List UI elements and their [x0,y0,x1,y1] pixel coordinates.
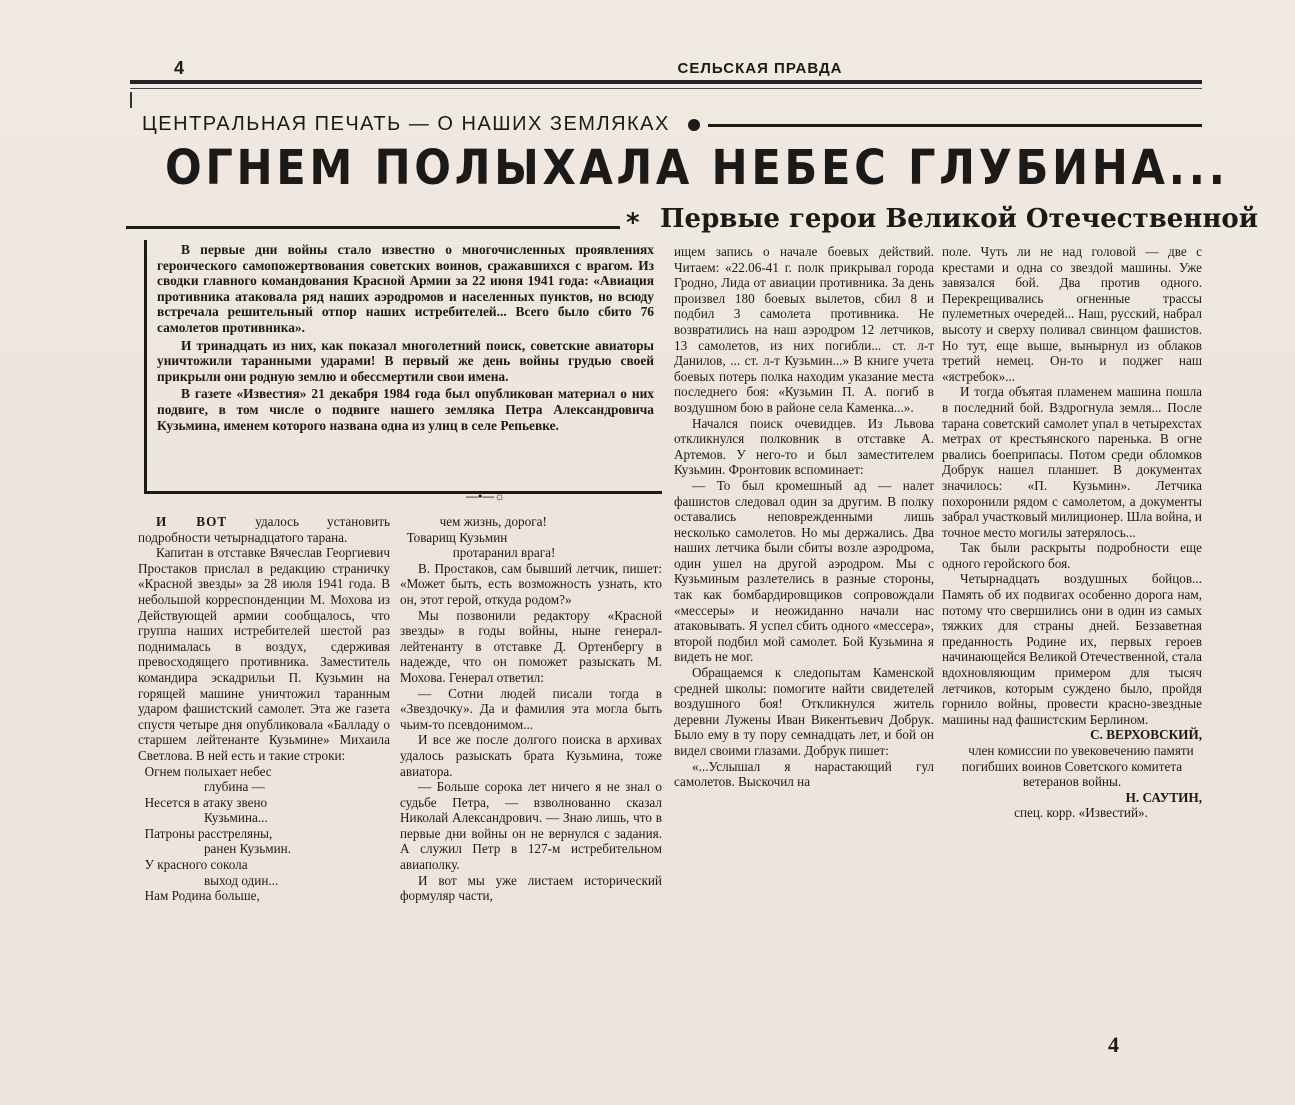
paragraph: Капитан в отставке Вячеслав Георгиевич Простаков прислал в редакцию страничку «Красной звезды» за 28 июля 1941 года. В небольшой корреспонденции М. Мохова из Действующей армии сообщалось, что группа наших истребителей шестой раз поднималась в воздух, сдерживая превосходящего противника. Заместитель командира эскадрильи П. Кузьмин на горящей машине уничтожил таранным ударом фашистский самолет. Эта же газета спустя четыре дня опубликовала «Балладу о старшем лейтенанте Кузьмине» Михаила Светлова. В ней есть и такие строки: [138,545,390,763]
paragraph: ищем запись о начале боевых действий. Читаем: «22.06-41 г. полк прикрывал города Гродно, Лида от авиации противника. За день произвел 180 боевых вылетов, сбил 8 и подбил 3 самолета противника. Не возвратились на наш аэродром 12 летчиков, 13 самолетов, из них погибли... ст. л-т Данилов, ... ст. л-т Кузьмин...» В книге учета боевых потерь полка находим указание места последнего боя: «Кузьмин П. А. погиб в воздушном бою в районе села Каменка...». [674,244,934,415]
rubric: ЦЕНТРАЛЬНАЯ ПЕЧАТЬ — О НАШИХ ЗЕМЛЯКАХ [142,113,670,135]
article-column-2 [400,514,662,1009]
paragraph: В. Простаков, сам бывший летчик, пишет: «Может быть, есть возможность узнать, кто он, этот герой, откуда родом?» [400,560,662,607]
poem-excerpt: Огнем полыхает небес глубина — Несется в атаку звено Кузьмина... Патроны расстреляны, ранен Кузьмин. У красного сокола выход один... Нам Родина больше, [144,763,292,904]
paragraph: поле. Чуть ли не над головой — две с крестами и одна со звездой машины. Уже завязался бой. Два против одного. Перекрещивались огненные трассы пулеметных очередей... Наш, русский, набрал высоту и сверху поливал свинцом фашистов. Но тут, еще выше, вынырнул из облаков третий немец. Он-то и поджег наш «ястребок»... [942,244,1202,384]
paragraph: Мы позвонили редактору «Красной звезды» в годы войны, ныне генерал-лейтенанту в отставке Д. Ортенбергу в надежде, что он поможет разыскать М. Мохова. Генерал ответил: [400,607,662,685]
corner-mark: 4 [1108,1032,1119,1057]
paragraph: — Сотни людей писали тогда в «Звездочку». Да и фамилия эта могла быть чьим-то псевдонимом... [400,685,662,732]
subheadline: Первые герои Великой Отечественной [660,204,1259,234]
subheadline-rule [126,226,620,229]
ornament: —•—☼ [466,489,506,503]
paragraph: Четырнадцать воздушных бойцов... Память об их подвигах особенно дорога нам, потому что свершились они в один из самых тяжких для страны дней. Беззаветная преданность Родине их, первых героев начинающейся Великой Отечественной, стала вдохновляющим примером для тысяч летчиков, которым суждено было, пройдя горнило войны, провести красно-звездные машины над фашистским Берлином. [942,571,1202,727]
article-column-3 [674,244,934,1012]
lead-in: И ВОТ [156,514,228,529]
rubric-rule [708,124,1202,127]
paragraph: И ВОТ удалось установить подробности четырнадцатого тарана. [138,514,390,545]
article-column-4 [942,244,1202,1016]
poem-excerpt: чем жизнь, дорога! Товарищ Кузьмин протаранил врага! [406,514,556,561]
headline: ОГНЕМ ПОЛЫХАЛА НЕБЕС ГЛУБИНА... [165,140,1229,196]
paragraph: Обращаемся к следопытам Каменской средней школы: помогите найти свидетелей воздушного боя! Откликнулся житель деревни Лужены Иван Викентьевич Добрук. Было ему в ту пору семнадцать лет, и бой он видел своими глазами. Добрук пишет: [674,665,934,758]
rubric-tick [130,92,132,108]
newspaper-name: СЕЛЬСКАЯ ПРАВДА [677,60,843,77]
paragraph: И вот мы уже листаем исторический формуляр части, [400,872,662,904]
author-description: спец. корр. «Известий». [1014,805,1148,821]
paragraph: И тогда объятая пламенем машина пошла в последний бой. Вздрогнула земля... После тарана советский самолет упал в четырехстах метрах от крестьянского паренька. В огне рвались боеприпасы. Потом среди обломков Добрук нашел планшет. В документах значилось: «П. Кузьмин». Летчика похоронили рядом с самолетом, а документы забрал участковый милиционер. Шла война, и точное место могилы затерялось... [942,384,1202,540]
paragraph: — Больше сорока лет ничего я не знал о судьбе Петра, — взволнованно сказал Николай Александрович. — Знаю лишь, что в первые дни войны он не вернулся с задания. А служил Петр в 127-м истребительном авиаполку. [400,779,662,873]
author-signature: Н. САУТИН, [1125,789,1202,805]
paragraph: «...Услышал я нарастающий гул самолетов. Выскочил на [674,758,934,790]
lead-paragraph: И тринадцать из них, как показал многолетний поиск, советские авиаторы уничтожили таранными ударами! В первый же день войны грудью своей прикрыли они родную землю и обессмертили свои имена. [157,337,654,384]
page-number: 4 [174,58,185,78]
lead-paragraph: В газете «Известия» 21 декабря 1984 года был опубликован материал о них подвиге, в том числе о подвиге нашего земляка Петра Александровича Кузьмина, именем которого названа одна из улиц в селе Репьевке. [157,386,654,433]
paragraph: И все же после долгого поиска в архивах удалось разыскать брата Кузьмина, тоже авиатора. [400,732,662,779]
star-mark: * [626,208,640,238]
author-description: член комиссии по увековечению памяти погибших воинов Советского комитета ветеранов войны. [961,743,1194,790]
lead-paragraph: В первые дни войны стало известно о многочисленных проявлениях героического самопожертвования советских воинов, сражавшихся с врагом. Из сводки главного командования Красной Армии за 22 июня 1941 года: «Авиация противника атаковала ряд наших аэродромов и населенных пунктов, но всюду встречала решительный отпор наших истребителей... Всего было сбито 76 самолетов противника». [157,242,654,335]
lead-box [144,240,662,494]
paragraph: Так были раскрыты подробности еще одного геройского боя. [942,540,1202,571]
article-column-1 [138,514,390,1009]
paragraph: — То был кромешный ад — налет фашистов следовал один за другим. В полку оставались неповрежденными лишь несколько самолетов. Но мы держались. Два наших летчика были сбиты возле аэродрома, один ушел на другой аэродром. Мы с Кузьминым разлетелись в разные стороны, так как бомбардировщиков сопровождали «мессеры» и неожиданно начали нас атаковывать. Я успел сбить одного «мессера», второй подбил мой самолет. Бой Кузьмина я видеть не мог. [674,477,934,665]
top-rule [130,80,1202,84]
paragraph: Начался поиск очевидцев. Из Львова откликнулся полковник в отставке А. Артемов. У него-то и был заместителем Кузьмин. Фронтовик вспоминает: [674,415,934,478]
bullet-icon [688,119,700,131]
top-rule-thin [130,88,1202,89]
author-signature: С. ВЕРХОВСКИЙ, [1090,727,1202,743]
